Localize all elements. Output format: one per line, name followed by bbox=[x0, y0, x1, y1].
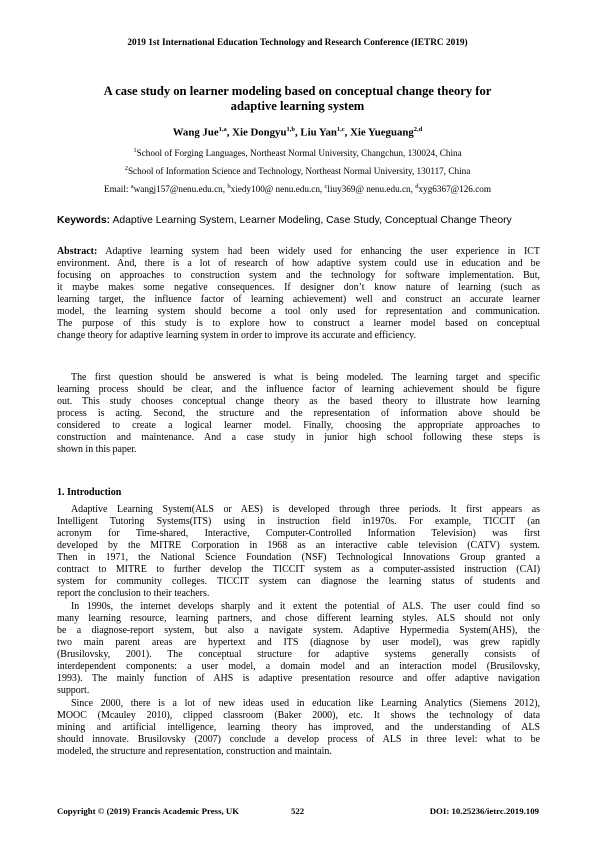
author-sup: 1,c bbox=[336, 126, 345, 133]
paper-title bbox=[40, 84, 555, 114]
paragraph-line: out. This study chooses conceptual change theory as the based theory to illustrate how learning bbox=[57, 396, 540, 408]
affiliation bbox=[0, 165, 595, 176]
intro-paragraph-3 bbox=[57, 698, 540, 758]
email-sup: a bbox=[130, 183, 134, 190]
paragraph-line: shown in this paper. bbox=[57, 444, 137, 456]
paragraph-line: Then in 1971, the National Science Foundation (NSF) Technological Innovations Group granted a bbox=[57, 552, 540, 564]
paragraph-line: acronym for Time-shared, Interactive, Computer-Controlled Information Television) was first bbox=[57, 528, 540, 540]
doi-link[interactable]: DOI: 10.25236/ietrc.2019.109 bbox=[429, 806, 539, 816]
author-name: Xie Yueguang bbox=[350, 126, 414, 139]
paragraph-line: learning process should be clear, and the influence factor of learning achievement should be figure bbox=[57, 384, 540, 396]
paragraph-line: report the conclusion to their teachers. bbox=[57, 588, 210, 600]
paragraph-line: two main parent areas are hypertext and ITS (diagnose by user model), was grew rapidly bbox=[57, 637, 540, 649]
paragraph-line: contract to MITRE to further develop the TICCIT system as a computer-assisted instruction (CAI) bbox=[57, 564, 540, 576]
email-address[interactable]: xyg6367@126.com bbox=[418, 184, 492, 195]
intro-paragraph-2 bbox=[57, 601, 540, 697]
email-line bbox=[0, 183, 595, 194]
paragraph-line: Since 2000, there is a lot of new ideas used in education like Learning Analytics (Siemens 2012), bbox=[71, 698, 540, 709]
abstract-line: it maybe makes some negative consequences. If designer don’t know nature of learning (such as bbox=[57, 282, 540, 294]
paragraph-line: In 1990s, the internet develops sharply and it extent the potential of ALS. The user could find so bbox=[71, 601, 540, 612]
paragraph-line: support. bbox=[57, 685, 90, 697]
page-number: 522 bbox=[291, 806, 305, 816]
paragraph-line: construction and maintenance. And a case study in junior high school following these steps is bbox=[57, 432, 540, 444]
paragraph-line: developed by the MITRE Corporation in 1968 as an interactive cable television (CATV) system. bbox=[57, 540, 540, 552]
author-sup: 1,a bbox=[218, 126, 227, 133]
abstract-paragraph-2 bbox=[57, 372, 540, 456]
abstract-paragraph bbox=[57, 246, 540, 342]
author-sup: 1,b bbox=[286, 126, 295, 133]
title-line: adaptive learning system bbox=[230, 99, 365, 113]
affiliation-sup: 1 bbox=[133, 147, 137, 154]
author-sup: 2,d bbox=[413, 126, 423, 133]
paragraph-line: system for community colleges. TICCIT system can diagnose the learning status of students and bbox=[57, 576, 540, 588]
paragraph-line: Adaptive Learning System(ALS or AES) is developed through three periods. It first appears as bbox=[71, 504, 540, 515]
paragraph-line: mining and artificial intelligence, learning theory has improved, and the understanding of ALS bbox=[57, 722, 540, 734]
email-sup: d bbox=[415, 183, 419, 190]
paragraph-line: be a diagnose-report system, but also a navigate system. Adaptive Hypermedia System(AHS), the bbox=[57, 625, 540, 637]
affiliation-text: School of Forging Languages, Northeast Normal University, Changchun, 130024, China bbox=[136, 148, 462, 159]
affiliation-sup: 2 bbox=[124, 165, 128, 172]
abstract-label: Abstract: bbox=[57, 246, 98, 257]
paragraph-line: should innovate. Brusilovsky (2007) conclude a develop process of ALS in three level: what to be bbox=[57, 734, 540, 746]
abstract-line: environment. And, there is a lot of research of how adaptive system could use in education and be bbox=[57, 258, 540, 270]
paragraph-line: many learning resource, learning partners, and chose different learning styles. ALS should not only bbox=[57, 613, 540, 625]
abstract-line: focusing on approaches to construction system and the technology for software implementation. But, bbox=[57, 270, 540, 282]
abstract-line: model, the learning system should become a tool only used for representation and communication. bbox=[57, 306, 540, 318]
email-sup: b bbox=[227, 183, 231, 190]
conference-header: 2019 1st International Education Technology and Research Conference (IETRC 2019) bbox=[127, 38, 468, 48]
author-list: Wang Jue$^{1,a}$, Xie Dongyu$^{1,b}$, Liu Yan$^{1,c}$, Xie Yueguang$^{2,d}$ bbox=[172, 126, 423, 139]
paragraph-line: (Brusilovsky, 2001). The conceptual structure for adaptive systems generally consists of bbox=[57, 649, 540, 661]
paragraph-line: 1993). The mainly function of AHS is adaptive presentation resource and offer adaptive navigation bbox=[57, 673, 540, 685]
author-name: Xie Dongyu bbox=[232, 126, 287, 139]
email-address[interactable]: wangj157@nenu.edu.cn, bbox=[133, 184, 228, 195]
email-label: Email: bbox=[103, 184, 131, 195]
abstract-line: The purpose of this study is to explore how to construct a learner model based on conceptual bbox=[57, 318, 540, 330]
email-sup: c bbox=[324, 183, 328, 190]
keywords-text: Adaptive Learning System, Learner Modeling, Case Study, Conceptual Change Theory bbox=[110, 215, 512, 226]
keywords-label: Keywords: bbox=[57, 215, 111, 226]
email-address[interactable]: xiedy100@ nenu.edu.cn, bbox=[230, 184, 325, 195]
title-line: A case study on learner modeling based on conceptual change theory for bbox=[103, 84, 492, 98]
paragraph-line: Intelligent Tutoring Systems(ITS) using in instruction field in1970s. For example, TICCIT (an bbox=[57, 516, 540, 528]
section-heading: 1. Introduction bbox=[57, 487, 122, 498]
copyright-notice: Copyright © (2019) Francis Academic Press, UK bbox=[57, 806, 240, 816]
paragraph-line: modeled, the structure and representation, construction and maintain. bbox=[57, 746, 332, 758]
affiliation-text: School of Information Science and Technology, Northeast Normal University, 130117, China bbox=[127, 166, 471, 177]
paragraph-line: The first question should be answered is what is being modeled. The learning target and specific bbox=[71, 372, 540, 383]
keywords bbox=[57, 215, 542, 226]
email-address[interactable]: liuy369@ nenu.edu.cn, bbox=[327, 184, 416, 195]
paragraph-line: MOOC (Mcauley 2010), clipped classroom (Baker 2000), etc. It shows the technology of data bbox=[57, 710, 540, 722]
affiliation bbox=[0, 147, 595, 158]
paragraph-line: process is acting. Second, the structure and the representation of information above should be bbox=[57, 408, 540, 420]
author-name: Wang Jue bbox=[172, 126, 219, 139]
author-name: Liu Yan bbox=[300, 126, 337, 139]
abstract-line: learning target, the influence factor of learning achievement) well and construct an accurate learner bbox=[57, 294, 540, 306]
paragraph-line: considered to create a logical learner model. Finally, choosing the appropriate approaches to bbox=[57, 420, 540, 432]
intro-paragraph-1 bbox=[57, 504, 540, 600]
abstract-line: change theory for adaptive learning system in order to improve its accurate and efficiency. bbox=[57, 330, 416, 342]
abstract-line: Abstract: Adaptive learning system had been widely used for enhancing the user experience in ICT bbox=[57, 246, 540, 257]
paragraph-line: interdependent components: a user model, a domain model and an interaction model (Brusilovsky, bbox=[57, 661, 540, 673]
